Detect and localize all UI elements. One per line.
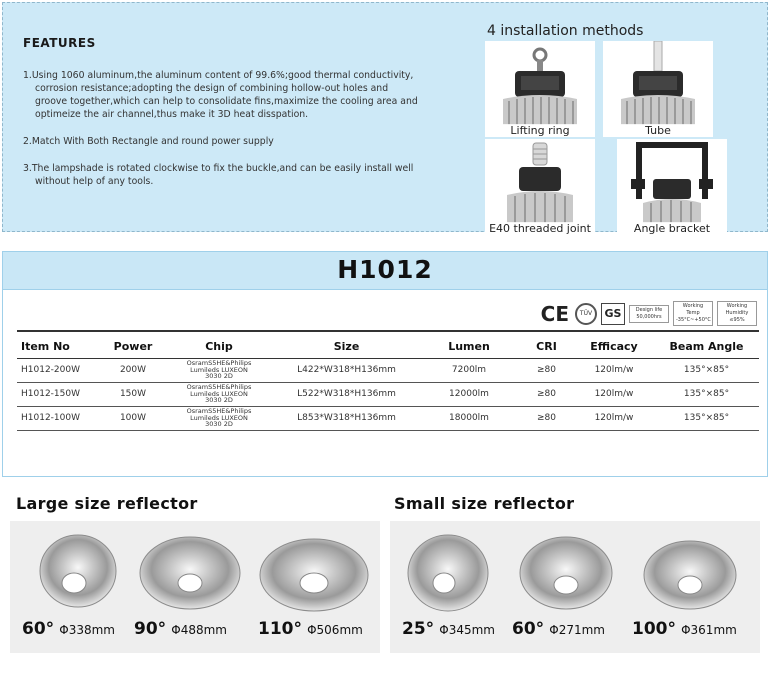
col-header-power: Power [102, 331, 164, 358]
install-label-lifting-ring: Lifting ring [485, 124, 595, 137]
reflector-diameter: Φ488mm [171, 623, 227, 637]
chip-line: OsramS5HE&Philips [186, 407, 252, 416]
working-humidity-badge [717, 301, 757, 326]
reflector-angle: 25° [402, 619, 435, 639]
reflector-60-large-icon [18, 521, 138, 621]
install-label-angle-bracket: Angle bracket [617, 222, 727, 235]
cell-power: 100W [102, 406, 164, 430]
install-method-angle-bracket [617, 139, 727, 235]
cell-efficacy: 120lm/w [574, 406, 654, 430]
col-header-chip: Chip [164, 331, 274, 358]
reflector-item [628, 521, 748, 653]
reflector-diameter: Φ506mm [307, 623, 363, 637]
cell-lumen: 7200lm [419, 358, 519, 382]
reflector-90-large-icon [130, 521, 250, 621]
reflector-item [398, 521, 518, 653]
certification-row [541, 301, 757, 326]
working-temp-label: Working Temp [682, 303, 704, 316]
cell-chip [164, 358, 274, 382]
spec-table [17, 330, 759, 431]
spec-panel [2, 251, 768, 477]
reflector-item [508, 521, 628, 653]
chip-line: Lumileds LUXEON [190, 389, 248, 398]
reflector-diameter: Φ271mm [549, 623, 605, 637]
table-row [17, 358, 759, 382]
reflector-25-small-icon [398, 521, 518, 621]
reflector-angle: 110° [258, 619, 302, 639]
features-list [23, 69, 423, 202]
col-header-cri: CRI [519, 331, 574, 358]
design-life-badge [629, 305, 669, 323]
reflector-60-small-icon [508, 521, 628, 621]
table-header-row [17, 331, 759, 358]
small-reflector-panel [390, 521, 760, 653]
spec-header [3, 252, 767, 290]
model-title: H1012 [337, 255, 433, 284]
gs-mark-icon: GS [601, 303, 625, 325]
ce-mark-icon: CE [540, 301, 569, 326]
chip-line: 3030 2D [205, 396, 233, 405]
features-title: FEATURES [23, 36, 96, 50]
reflector-angle: 60° [512, 619, 545, 639]
install-label-e40: E40 threaded joint [485, 222, 595, 235]
feature-item-2: 2.Match With Both Rectangle and round power supply [23, 136, 274, 147]
cell-cri: ≥80 [519, 406, 574, 430]
col-header-lumen: Lumen [419, 331, 519, 358]
installation-title: 4 installation methods [487, 23, 644, 39]
working-temp-value: -35°C~+50°C [676, 317, 711, 323]
cell-lumen: 18000lm [419, 406, 519, 430]
col-header-beam-angle: Beam Angle [654, 331, 759, 358]
cell-item: H1012-200W [17, 358, 102, 382]
install-method-e40 [485, 139, 595, 235]
reflector-caption [258, 619, 363, 639]
col-header-item-no: Item No [17, 331, 102, 358]
reflector-110-large-icon [254, 521, 374, 621]
install-method-lifting-ring [485, 41, 595, 137]
chip-line: Lumileds LUXEON [190, 365, 248, 374]
angle-bracket-icon [617, 139, 727, 235]
features-panel [2, 2, 768, 235]
cell-cri: ≥80 [519, 382, 574, 406]
large-reflector-title: Large size reflector [16, 494, 198, 513]
col-header-efficacy: Efficacy [574, 331, 654, 358]
working-humidity-value: ≤95% [729, 317, 745, 323]
reflector-caption [402, 619, 495, 639]
chip-line: 3030 2D [205, 420, 233, 429]
large-reflector-panel [10, 521, 380, 653]
e40-joint-icon [485, 139, 595, 235]
cell-chip [164, 382, 274, 406]
cell-efficacy: 120lm/w [574, 358, 654, 382]
reflector-caption [512, 619, 605, 639]
cell-size: L522*W318*H136mm [274, 382, 419, 406]
design-life-label: Design life [635, 306, 663, 313]
cell-beam: 135°×85° [654, 358, 759, 382]
design-life-value: 50,000hrs [636, 313, 662, 320]
feature-item-1: 1.Using 1060 aluminum,the aluminum content of 99.6%;good thermal conductivity, corrosion resistance;adopting the design of combining hollow-out holes and groove together,which can help to consolidate fins,maximize the cooling area and optimeize the air channel,thus make it 3D heat disspation. [23, 70, 418, 120]
reflector-diameter: Φ345mm [439, 623, 495, 637]
table-row [17, 382, 759, 406]
reflector-item [130, 521, 250, 653]
small-reflector-title: Small size reflector [394, 494, 575, 513]
reflector-caption [134, 619, 227, 639]
reflector-diameter: Φ361mm [681, 623, 737, 637]
reflector-angle: 60° [22, 619, 55, 639]
chip-line: Lumileds LUXEON [190, 413, 248, 422]
chip-line: OsramS5HE&Philips [186, 359, 252, 368]
reflector-diameter: Φ338mm [59, 623, 115, 637]
feature-item-3: 3.The lampshade is rotated clockwise to fix the buckle,and can be easily install well without help of any tools. [23, 163, 414, 187]
cell-item: H1012-150W [17, 382, 102, 406]
tuv-mark-icon: TÜV [575, 303, 597, 325]
reflector-caption [632, 619, 737, 639]
cell-beam: 135°×85° [654, 382, 759, 406]
reflector-100-small-icon [628, 521, 748, 621]
reflector-caption [22, 619, 115, 639]
cell-lumen: 12000lm [419, 382, 519, 406]
reflector-angle: 100° [632, 619, 676, 639]
install-label-tube: Tube [603, 124, 713, 137]
cell-item: H1012-100W [17, 406, 102, 430]
cell-efficacy: 120lm/w [574, 382, 654, 406]
reflector-item [254, 521, 374, 653]
chip-line: 3030 2D [205, 372, 233, 381]
reflector-item [18, 521, 138, 653]
cell-power: 200W [102, 358, 164, 382]
working-temp-badge [673, 301, 713, 326]
cell-size: L853*W318*H136mm [274, 406, 419, 430]
tube-icon [603, 41, 713, 137]
table-row [17, 406, 759, 430]
cell-beam: 135°×85° [654, 406, 759, 430]
chip-line: OsramS5HE&Philips [186, 383, 252, 392]
lifting-ring-icon [485, 41, 595, 137]
cell-size: L422*W318*H136mm [274, 358, 419, 382]
working-humidity-label: Working Humidity [725, 303, 749, 316]
reflector-angle: 90° [134, 619, 167, 639]
cell-power: 150W [102, 382, 164, 406]
col-header-size: Size [274, 331, 419, 358]
cell-chip [164, 406, 274, 430]
cell-cri: ≥80 [519, 358, 574, 382]
install-method-tube [603, 41, 713, 137]
